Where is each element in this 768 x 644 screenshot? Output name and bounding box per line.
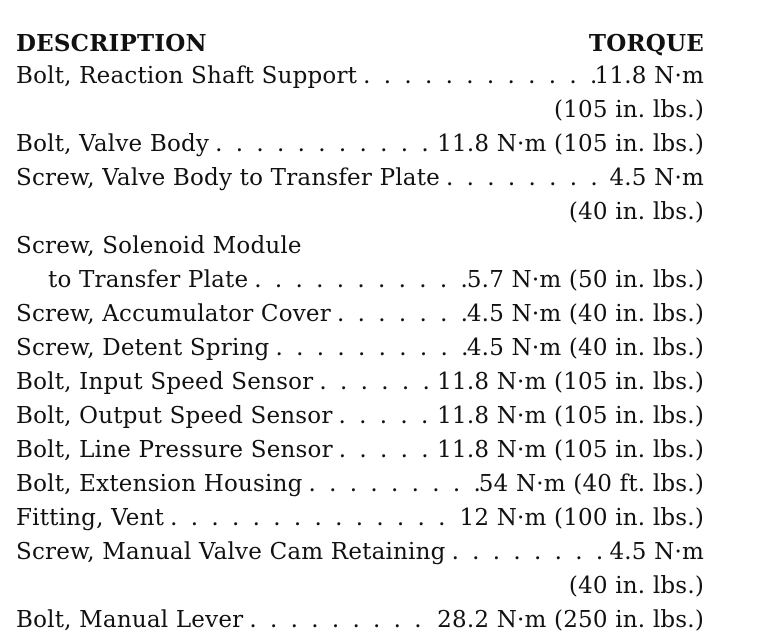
spec-value: 4.5 N·m [609,539,704,565]
spec-label-line [16,229,704,263]
spec-label: Fitting, Vent [16,505,165,531]
spec-valve-body-bolt [16,127,704,161]
spec-line [16,467,704,501]
dot-leader [333,433,437,467]
spec-value: 4.5 N·m [609,165,704,191]
spec-label: Bolt, Reaction Shaft Support [16,63,358,89]
spec-value-continued: (105 in. lbs.) [554,97,704,123]
spec-label: Screw, Valve Body to Transfer Plate [16,165,440,191]
description-heading: DESCRIPTION [16,30,207,57]
spec-value: 11.8 N·m (105 in. lbs.) [437,131,704,157]
spec-value: 4.5 N·m (40 in. lbs.) [466,301,704,327]
spec-label: Bolt, Output Speed Sensor [16,403,333,429]
dot-leader [357,59,595,93]
spec-label: Screw, Accumulator Cover [16,301,331,327]
dot-leader [331,297,467,331]
spec-label-continued: to Transfer Plate [48,267,249,293]
dot-leader [209,127,437,161]
dot-leader [303,467,479,501]
dot-leader [164,501,459,535]
spec-vent-fitting [16,501,704,535]
dot-leader [313,365,437,399]
spec-line [16,399,704,433]
dot-leader [440,161,609,195]
spec-label: Bolt, Valve Body [16,131,210,157]
spec-input-speed-sensor-bolt [16,365,704,399]
spec-value: 5.7 N·m (50 in. lbs.) [466,267,704,293]
spec-label: Screw, Detent Spring [16,335,270,361]
spec-reaction-shaft-support-bolt [16,59,704,127]
spec-manual-lever-bolt [16,603,704,637]
dot-leader [243,603,437,637]
spec-line [16,331,704,365]
spec-line [16,603,704,637]
spec-line [16,535,704,569]
spec-value: 11.8 N·m [594,63,704,89]
spec-label: Bolt, Line Pressure Sensor [16,437,333,463]
spec-label: Bolt, Extension Housing [16,471,303,497]
spec-label: Screw, Manual Valve Cam Retaining [16,539,446,565]
dot-leader [269,331,466,365]
spec-value: 28.2 N·m (250 in. lbs.) [437,607,704,633]
spec-line [16,59,704,93]
spec-value: 4.5 N·m (40 in. lbs.) [466,335,704,361]
spec-solenoid-module-screw [16,229,704,297]
dot-leader [333,399,438,433]
spec-label: Bolt, Input Speed Sensor [16,369,314,395]
spec-line-pressure-sensor-bolt [16,433,704,467]
spec-line [16,433,704,467]
spec-line [16,365,704,399]
spec-line [16,297,704,331]
spec-value: 11.8 N·m (105 in. lbs.) [437,369,704,395]
spec-value-continued: (40 in. lbs.) [568,573,704,599]
spec-detent-spring-screw [16,331,704,365]
spec-value: 11.8 N·m (105 in. lbs.) [437,437,704,463]
spec-line [16,501,704,535]
spec-value: 54 N·m (40 ft. lbs.) [478,471,704,497]
torque-spec-table [16,29,704,637]
spec-accumulator-cover-screw [16,297,704,331]
spec-label: Bolt, Manual Lever [16,607,244,633]
spec-label: Screw, Solenoid Module [16,233,302,259]
spec-line [16,161,704,195]
spec-manual-valve-cam-screw [16,535,704,603]
spec-value: 11.8 N·m (105 in. lbs.) [437,403,704,429]
spec-line [16,127,704,161]
dot-leader [446,535,610,569]
table-header [16,29,704,59]
spec-valve-body-transfer-plate-screw [16,161,704,229]
spec-extension-housing-bolt [16,467,704,501]
dot-leader [248,263,467,297]
spec-value-continued: (40 in. lbs.) [568,199,704,225]
spec-output-speed-sensor-bolt [16,399,704,433]
spec-value: 12 N·m (100 in. lbs.) [459,505,704,531]
torque-heading: TORQUE [588,30,704,57]
spec-line [16,263,704,297]
